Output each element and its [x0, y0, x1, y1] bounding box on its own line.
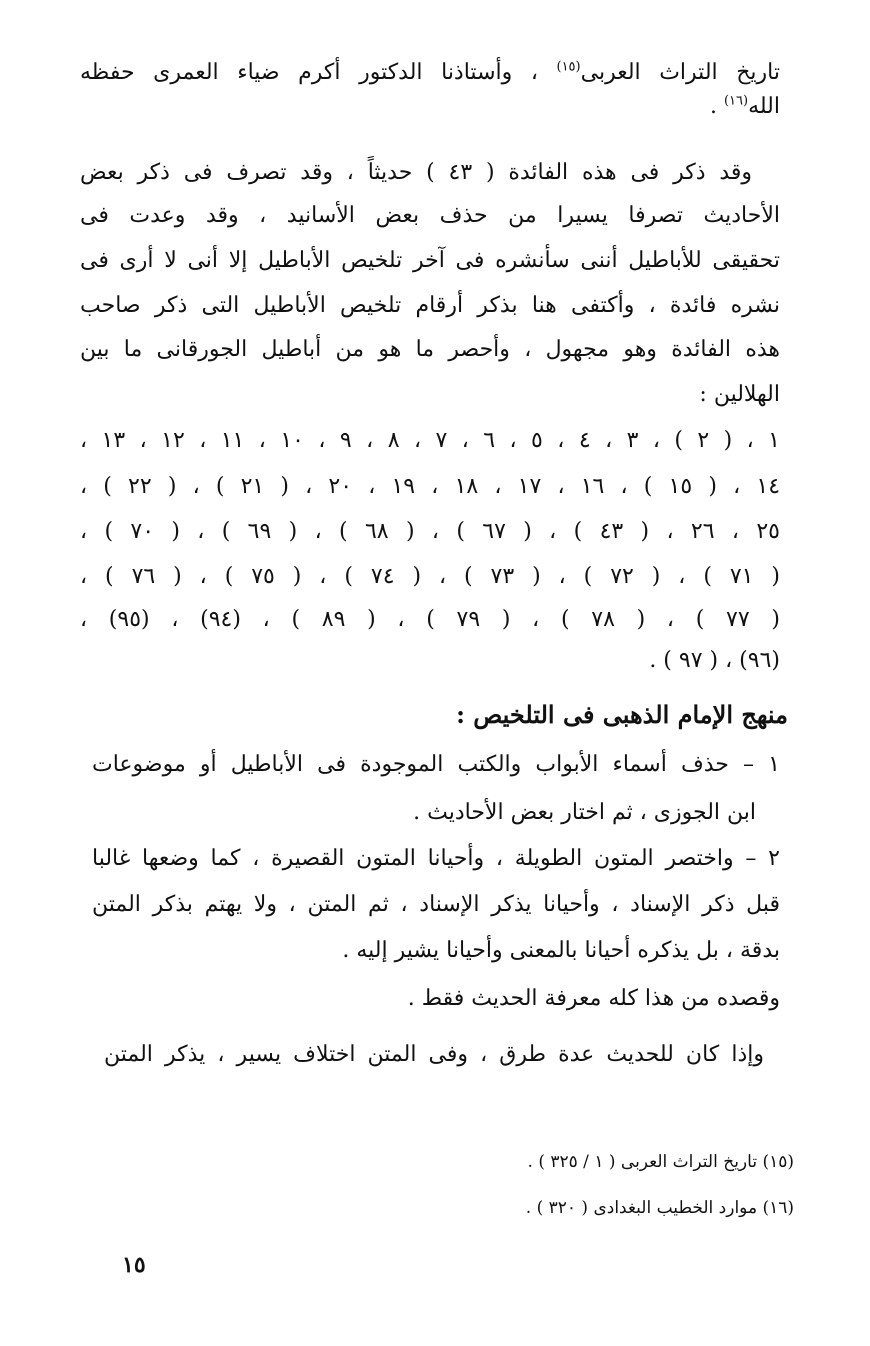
- paragraph1-line: الهلالين :: [699, 382, 780, 407]
- method-item-1-line: ١ – حذف أسماء الأبواب والكتب الموجودة فى الأباطيل أو موضوعات: [92, 752, 780, 777]
- paragraph1-line: نشره فائدة ، وأكتفى هنا بذكر أرقام تلخيص الأباطيل التى ذكر صاحب: [80, 293, 780, 318]
- method-item-1-line: ابن الجوزى ، ثم اختار بعض الأحاديث .: [413, 800, 756, 825]
- number-list-line: ( ٧٧ ) ، ( ٧٨ ) ، ( ٧٩ ) ، ( ٨٩ ) ، (٩٤) ، (٩٥) ،: [80, 607, 780, 632]
- number-list-line: ٢٥ ، ٢٦ ، ( ٤٣ ) ، ( ٦٧ ) ، ( ٦٨ ) ، ( ٦٩ ) ، ( ٧٠ ) ،: [80, 519, 780, 544]
- paragraph1-line: تحقيقى للأباطيل أننى سأنشره فى آخر تلخيص الأباطيل إلا أنى لا أرى فى: [80, 248, 780, 273]
- footnote-15: (١٥) تاريخ التراث العربى ( ١ / ٣٢٥ ) .: [527, 1152, 794, 1172]
- number-list-line: (٩٦) ، ( ٩٧ ) .: [649, 648, 780, 673]
- section-heading: منهج الإمام الذهبى فى التلخيص :: [456, 700, 788, 729]
- intro-line-2: [80, 92, 780, 122]
- closing-line: وقصده من هذا كله معرفة الحديث فقط .: [407, 986, 780, 1011]
- footnote-ref-16: (١٦): [723, 93, 749, 109]
- footnote-ref-15: (١٥): [556, 59, 581, 75]
- intro-text-rest: ، وأستاذنا الدكتور أكرم ضياء العمرى حفظه: [80, 60, 538, 85]
- method-item-2-line: ٢ – واختصر المتون الطويلة ، وأحيانا المتون القصيرة ، كما وضعها غالبا: [92, 846, 780, 871]
- paragraph1-line: هذه الفائدة وهو مجهول ، وأحصر ما هو من أباطيل الجورقانى ما بين: [80, 337, 780, 362]
- intro-end: .: [709, 94, 717, 119]
- method-item-2-line: بدقة ، بل يذكره أحيانا بالمعنى وأحيانا يشير إليه .: [342, 938, 780, 963]
- paragraph1-line: وقد ذكر فى هذه الفائدة ( ٤٣ ) حديثاً ، وقد تصرف فى ذكر بعض: [80, 160, 753, 185]
- number-list-line: ١ ، ( ٢ ) ، ٣ ، ٤ ، ٥ ، ٦ ، ٧ ، ٨ ، ٩ ، ١٠ ، ١١ ، ١٢ ، ١٣ ،: [80, 428, 780, 453]
- intro-allah: الله: [748, 94, 780, 119]
- intro-text: تاريخ التراث العربى: [580, 60, 780, 85]
- number-list-line: ( ٧١ ) ، ( ٧٢ ) ، ( ٧٣ ) ، ( ٧٤ ) ، ( ٧٥ ) ، ( ٧٦ ) ،: [80, 564, 781, 589]
- intro-line-1: [80, 58, 780, 88]
- number-list-line: ١٤ ، ( ١٥ ) ، ١٦ ، ١٧ ، ١٨ ، ١٩ ، ٢٠ ، ( ٢١ ) ، ( ٢٢ ) ،: [80, 474, 781, 499]
- footnote-16: (١٦) موارد الخطيب البغدادى ( ٣٢٠ ) .: [525, 1198, 794, 1218]
- last-line: وإذا كان للحديث عدة طرق ، وفى المتن اختلاف يسير ، يذكر المتن: [104, 1042, 764, 1067]
- method-item-2-line: قبل ذكر الإسناد ، وأحيانا يذكر الإسناد ، ثم المتن ، ولا يهتم بذكر المتن: [92, 892, 780, 917]
- page-number: ١٥: [122, 1252, 146, 1278]
- paragraph1-line: الأحاديث تصرفا يسيرا من حذف بعض الأسانيد ، وقد وعدت فى: [80, 203, 780, 228]
